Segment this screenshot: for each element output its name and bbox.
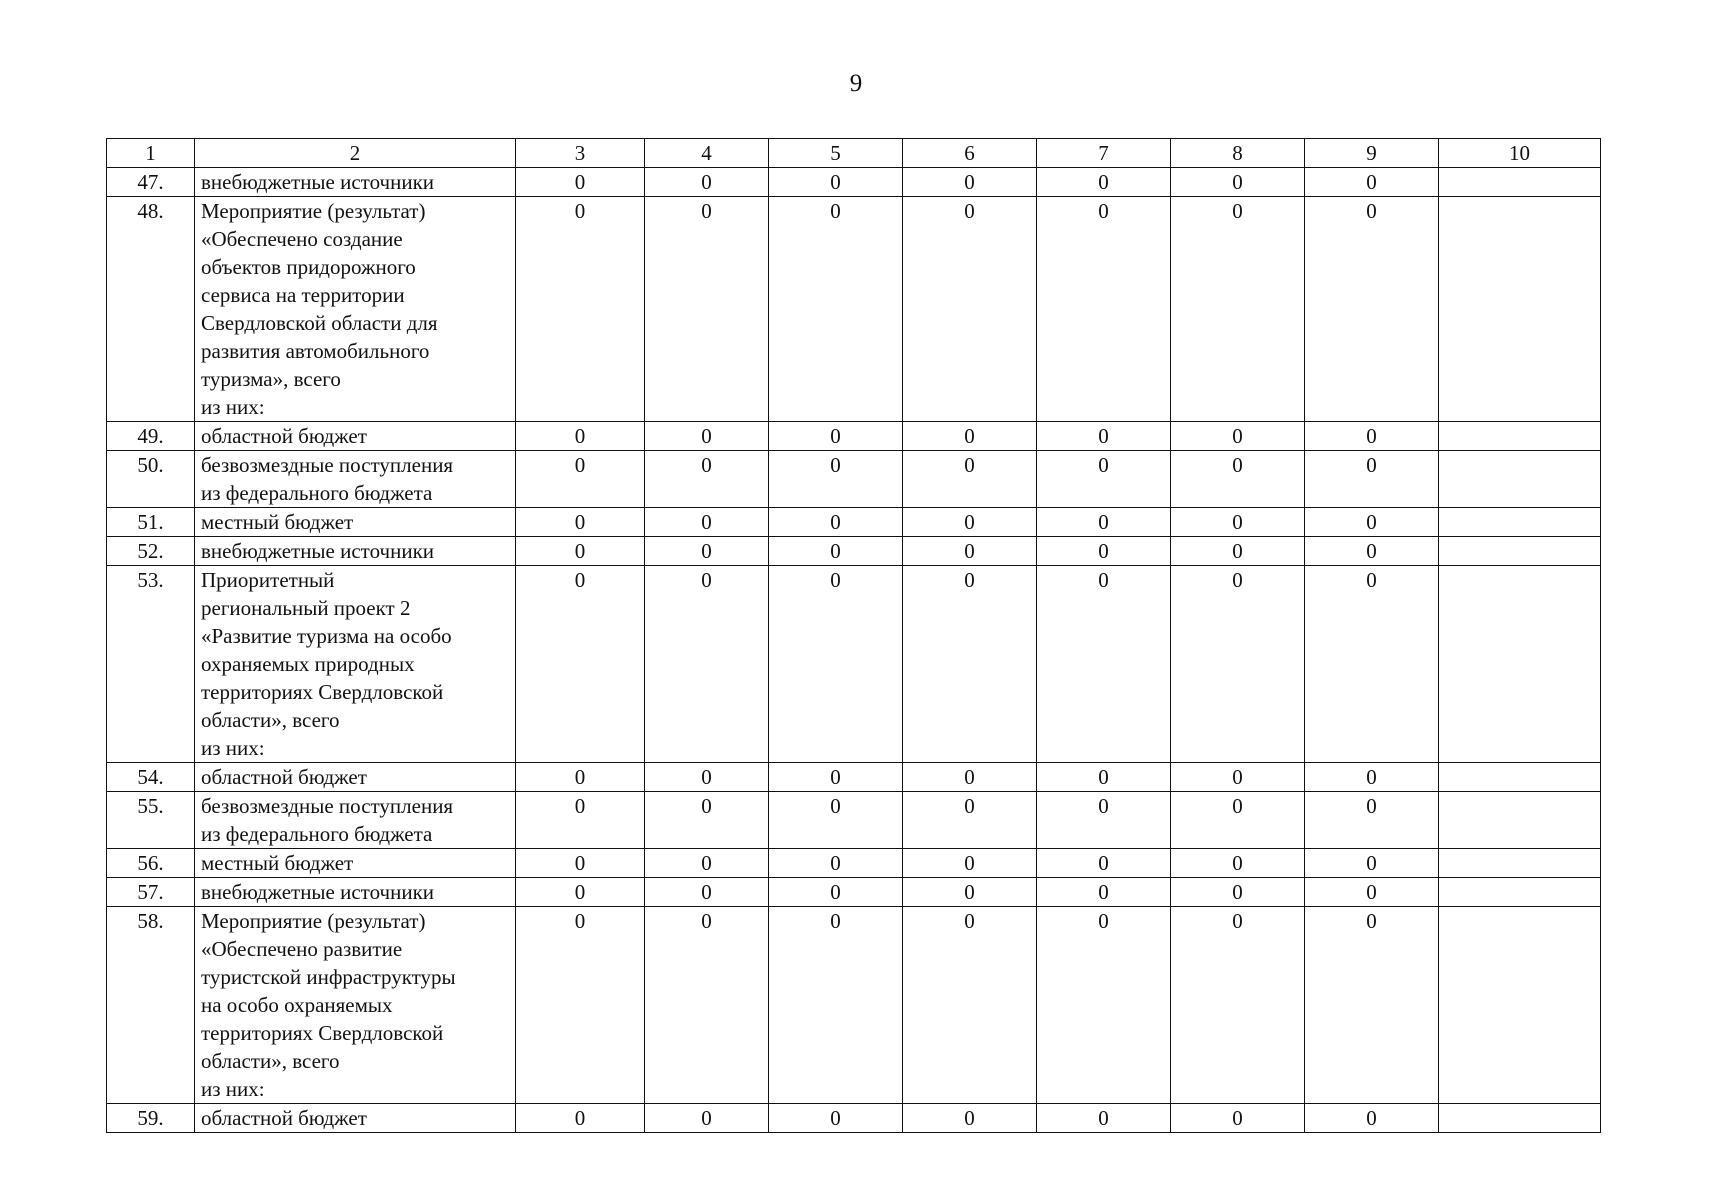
- column-10-cell: [1439, 168, 1601, 197]
- value-cell: 0: [1171, 1104, 1305, 1133]
- value-cell: 0: [1305, 1104, 1439, 1133]
- value-cell: 0: [769, 792, 903, 849]
- table-row: [107, 792, 1601, 849]
- header-cell: 4: [645, 139, 769, 168]
- value-cell: 0: [1037, 451, 1171, 508]
- value-cell: 0: [769, 907, 903, 1104]
- value-cell: 0: [903, 849, 1037, 878]
- value-cell: 0: [516, 537, 645, 566]
- table-row: [107, 907, 1601, 1104]
- header-cell: 1: [107, 139, 195, 168]
- value-cell: 0: [1305, 508, 1439, 537]
- header-row: [107, 139, 1601, 168]
- value-cell: 0: [516, 792, 645, 849]
- value-cell: 0: [769, 878, 903, 907]
- value-cell: 0: [1305, 566, 1439, 763]
- value-cell: 0: [1037, 792, 1171, 849]
- row-description: безвозмездные поступления из федерального бюджета: [195, 792, 516, 849]
- value-cell: 0: [1171, 508, 1305, 537]
- value-cell: 0: [769, 1104, 903, 1133]
- page-number: 9: [849, 70, 863, 97]
- row-description: местный бюджет: [195, 508, 516, 537]
- row-number: 59.: [107, 1104, 195, 1133]
- value-cell: 0: [1171, 763, 1305, 792]
- row-number: 51.: [107, 508, 195, 537]
- value-cell: 0: [516, 566, 645, 763]
- budget-table: [106, 138, 1601, 1133]
- value-cell: 0: [645, 792, 769, 849]
- value-cell: 0: [645, 763, 769, 792]
- row-number: 50.: [107, 451, 195, 508]
- table-row: [107, 537, 1601, 566]
- table-row: [107, 566, 1601, 763]
- value-cell: 0: [903, 537, 1037, 566]
- value-cell: 0: [1171, 422, 1305, 451]
- column-10-cell: [1439, 508, 1601, 537]
- value-cell: 0: [1305, 422, 1439, 451]
- column-10-cell: [1439, 907, 1601, 1104]
- column-10-cell: [1439, 849, 1601, 878]
- table-row: [107, 849, 1601, 878]
- value-cell: 0: [645, 849, 769, 878]
- row-number: 58.: [107, 907, 195, 1104]
- value-cell: 0: [1037, 537, 1171, 566]
- value-cell: 0: [903, 508, 1037, 537]
- value-cell: 0: [516, 878, 645, 907]
- value-cell: 0: [516, 907, 645, 1104]
- row-number: 47.: [107, 168, 195, 197]
- table-row: [107, 763, 1601, 792]
- value-cell: 0: [1171, 907, 1305, 1104]
- value-cell: 0: [1305, 763, 1439, 792]
- value-cell: 0: [1305, 878, 1439, 907]
- header-cell: 10: [1439, 139, 1601, 168]
- value-cell: 0: [1171, 792, 1305, 849]
- column-10-cell: [1439, 792, 1601, 849]
- value-cell: 0: [769, 168, 903, 197]
- table-body: [107, 139, 1601, 1133]
- value-cell: 0: [1305, 168, 1439, 197]
- value-cell: 0: [516, 451, 645, 508]
- value-cell: 0: [769, 763, 903, 792]
- column-10-cell: [1439, 537, 1601, 566]
- row-description: Приоритетный региональный проект 2 «Развитие туризма на особо охраняемых природных территориях Свердловской области», всего из них:: [195, 566, 516, 763]
- value-cell: 0: [1037, 168, 1171, 197]
- value-cell: 0: [903, 792, 1037, 849]
- value-cell: 0: [1305, 537, 1439, 566]
- row-description: областной бюджет: [195, 763, 516, 792]
- value-cell: 0: [645, 907, 769, 1104]
- value-cell: 0: [769, 566, 903, 763]
- row-number: 48.: [107, 197, 195, 422]
- column-10-cell: [1439, 451, 1601, 508]
- value-cell: 0: [645, 537, 769, 566]
- value-cell: 0: [903, 763, 1037, 792]
- value-cell: 0: [1037, 508, 1171, 537]
- table-row: [107, 878, 1601, 907]
- value-cell: 0: [1037, 763, 1171, 792]
- value-cell: 0: [516, 422, 645, 451]
- row-number: 52.: [107, 537, 195, 566]
- value-cell: 0: [1171, 537, 1305, 566]
- table-row: [107, 451, 1601, 508]
- header-cell: 6: [903, 139, 1037, 168]
- header-cell: 9: [1305, 139, 1439, 168]
- column-10-cell: [1439, 566, 1601, 763]
- value-cell: 0: [769, 197, 903, 422]
- value-cell: 0: [516, 168, 645, 197]
- row-description: местный бюджет: [195, 849, 516, 878]
- table-row: [107, 1104, 1601, 1133]
- value-cell: 0: [1037, 849, 1171, 878]
- column-10-cell: [1439, 878, 1601, 907]
- row-description: внебюджетные источники: [195, 168, 516, 197]
- value-cell: 0: [903, 422, 1037, 451]
- value-cell: 0: [1171, 451, 1305, 508]
- value-cell: 0: [1037, 566, 1171, 763]
- value-cell: 0: [1037, 197, 1171, 422]
- table-row: [107, 422, 1601, 451]
- value-cell: 0: [516, 197, 645, 422]
- row-description: внебюджетные источники: [195, 878, 516, 907]
- value-cell: 0: [1171, 566, 1305, 763]
- value-cell: 0: [1037, 907, 1171, 1104]
- header-cell: 5: [769, 139, 903, 168]
- table-row: [107, 168, 1601, 197]
- row-number: 56.: [107, 849, 195, 878]
- value-cell: 0: [1171, 878, 1305, 907]
- row-number: 54.: [107, 763, 195, 792]
- value-cell: 0: [1305, 907, 1439, 1104]
- header-cell: 3: [516, 139, 645, 168]
- row-number: 57.: [107, 878, 195, 907]
- value-cell: 0: [903, 907, 1037, 1104]
- table-row: [107, 508, 1601, 537]
- row-description: Мероприятие (результат) «Обеспечено создание объектов придорожного сервиса на территории Свердловской области для развития автомобильного туризма», всего из них:: [195, 197, 516, 422]
- value-cell: 0: [903, 197, 1037, 422]
- value-cell: 0: [1037, 878, 1171, 907]
- row-number: 49.: [107, 422, 195, 451]
- value-cell: 0: [1171, 197, 1305, 422]
- column-10-cell: [1439, 197, 1601, 422]
- row-number: 53.: [107, 566, 195, 763]
- value-cell: 0: [645, 878, 769, 907]
- value-cell: 0: [645, 197, 769, 422]
- value-cell: 0: [516, 849, 645, 878]
- value-cell: 0: [645, 168, 769, 197]
- column-10-cell: [1439, 422, 1601, 451]
- value-cell: 0: [645, 566, 769, 763]
- value-cell: 0: [645, 451, 769, 508]
- value-cell: 0: [516, 508, 645, 537]
- row-description: Мероприятие (результат) «Обеспечено развитие туристской инфраструктуры на особо охраняемых территориях Свердловской области», всего из них:: [195, 907, 516, 1104]
- value-cell: 0: [1037, 1104, 1171, 1133]
- value-cell: 0: [516, 763, 645, 792]
- value-cell: 0: [903, 168, 1037, 197]
- value-cell: 0: [769, 508, 903, 537]
- table-row: [107, 197, 1601, 422]
- value-cell: 0: [769, 849, 903, 878]
- row-description: областной бюджет: [195, 1104, 516, 1133]
- row-description: безвозмездные поступления из федерального бюджета: [195, 451, 516, 508]
- value-cell: 0: [903, 566, 1037, 763]
- value-cell: 0: [645, 422, 769, 451]
- row-description: областной бюджет: [195, 422, 516, 451]
- header-cell: 2: [195, 139, 516, 168]
- value-cell: 0: [1305, 451, 1439, 508]
- value-cell: 0: [1037, 422, 1171, 451]
- value-cell: 0: [1305, 792, 1439, 849]
- column-10-cell: [1439, 763, 1601, 792]
- value-cell: 0: [769, 537, 903, 566]
- value-cell: 0: [1171, 849, 1305, 878]
- row-description: внебюджетные источники: [195, 537, 516, 566]
- value-cell: 0: [645, 508, 769, 537]
- value-cell: 0: [516, 1104, 645, 1133]
- value-cell: 0: [1305, 197, 1439, 422]
- value-cell: 0: [903, 451, 1037, 508]
- value-cell: 0: [645, 1104, 769, 1133]
- row-number: 55.: [107, 792, 195, 849]
- header-cell: 7: [1037, 139, 1171, 168]
- value-cell: 0: [1171, 168, 1305, 197]
- column-10-cell: [1439, 1104, 1601, 1133]
- value-cell: 0: [769, 451, 903, 508]
- value-cell: 0: [769, 422, 903, 451]
- value-cell: 0: [903, 878, 1037, 907]
- value-cell: 0: [1305, 849, 1439, 878]
- value-cell: 0: [903, 1104, 1037, 1133]
- header-cell: 8: [1171, 139, 1305, 168]
